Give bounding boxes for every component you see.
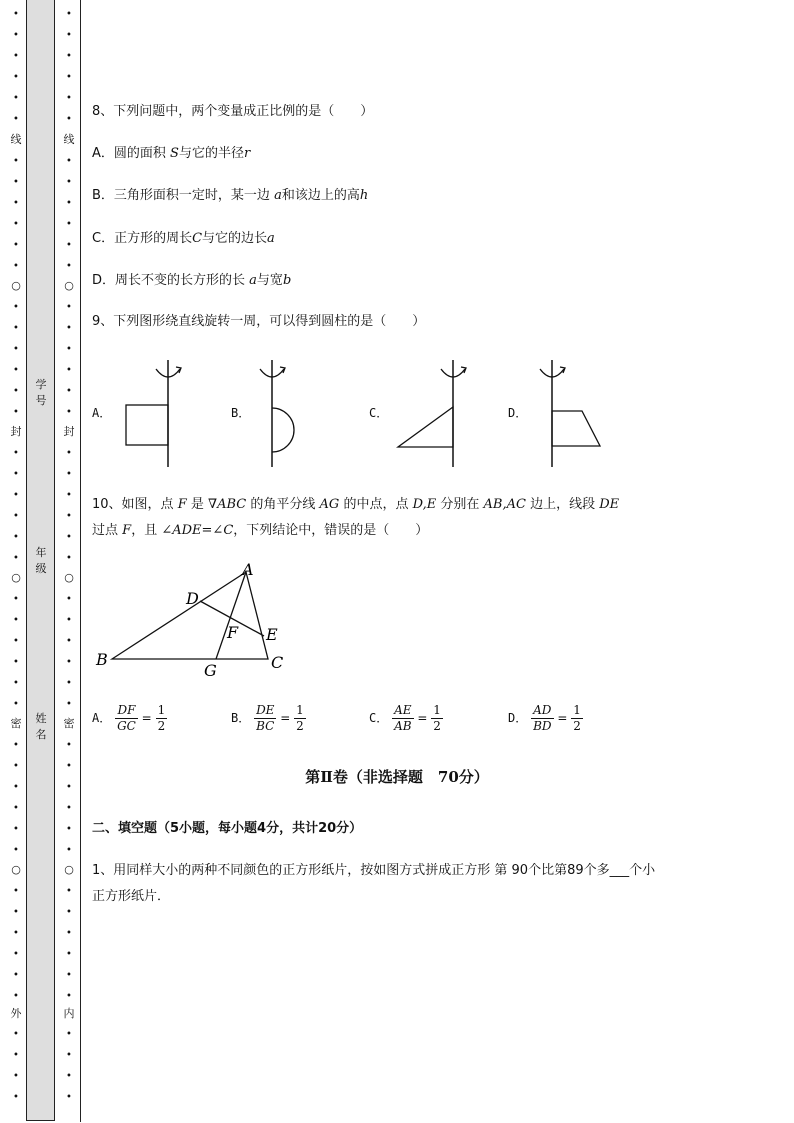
outer-mark-circle: ○ <box>11 279 21 292</box>
binding-border <box>80 0 81 1122</box>
q10-triangle-figure <box>92 558 302 683</box>
outer-dot-column: • • • • • • 线 • • • • • • ○ • • • • • • 封 • • • • • • ○ • • • • • • 密 • • • • • • ○ • • • • • • 外 • • • • <box>10 9 22 1103</box>
fill1-line2: 正方形纸片． <box>92 889 171 904</box>
label-grade: 年级 <box>35 546 47 575</box>
label-C: C <box>271 653 284 672</box>
q9-stem: 9、下列图形绕直线旋转一周，可以得到圆柱的是（ ） <box>92 314 426 329</box>
section-subtitle: 二、填空题（5小题，每小题4分，共计20分） <box>92 821 363 836</box>
inner-mark-circle: ○ <box>64 279 74 292</box>
inner-mark-nei: 内 <box>63 1007 75 1020</box>
q8-option-a: A．圆的面积 S与它的半径r <box>92 146 251 161</box>
label-E: E <box>266 625 278 644</box>
q9-label-c: C． <box>369 406 389 420</box>
fill1-line1: 1、用同样大小的两种不同颜色的正方形纸片，按如图方式拼成正方形 第 90个比第89个多___个小 <box>92 863 656 878</box>
outer-mark-xian: 线 <box>10 133 22 146</box>
q8-option-d: D．周长不变的长方形的长 a与宽b <box>92 273 292 288</box>
label-student-id: 学号 <box>35 378 47 407</box>
outer-mark-mi: 密 <box>10 717 22 730</box>
q9-figure-d <box>530 355 610 470</box>
label-F: F <box>227 623 239 642</box>
q9-figure-b <box>250 355 320 470</box>
q9-figure-a <box>120 355 190 470</box>
section-title: 第Ⅱ卷（非选择题 70分） <box>305 768 489 786</box>
outer-mark-circle: ○ <box>11 863 21 876</box>
outer-mark-circle: ○ <box>11 571 21 584</box>
label-name: 姓名 <box>35 712 47 741</box>
outer-mark-wai: 外 <box>10 1007 22 1020</box>
inner-dot-column: • • • • • • 线 • • • • • • ○ • • • • • • 封 • • • • • • ○ • • • • • • 密 • • • • • • ○ • • • • • • 内 • • • • <box>63 9 75 1103</box>
q10-line2: 过点 F，且 ∠ADE=∠C，下列结论中，错误的是（ ） <box>92 523 429 538</box>
q9-label-d: D． <box>508 406 528 420</box>
outer-mark-feng: 封 <box>10 425 22 438</box>
label-A: A <box>242 560 254 579</box>
q10-option-d: D． $\frac{AD}{BD}$ = $\frac{1}{2}$ <box>508 703 581 733</box>
q8-option-c: C．正方形的周长C与它的边长a <box>92 231 275 246</box>
q9-label-a: A． <box>92 406 112 420</box>
q8-stem: 8、下列问题中，两个变量成正比例的是（ ） <box>92 104 374 119</box>
q10-option-a: A． $\frac{DF}{GC}$ = $\frac{1}{2}$ <box>92 703 166 733</box>
q10-option-b: B． $\frac{DE}{BC}$ = $\frac{1}{2}$ <box>231 703 304 733</box>
inner-mark-xian: 线 <box>63 133 75 146</box>
binding-margin <box>0 0 82 1123</box>
inner-mark-feng: 封 <box>63 425 75 438</box>
q10-line1: 10、如图，点 F 是 ∇ABC 的角平分线 AG 的中点，点 D,E 分别在 AB,AC 边上，线段 DE <box>92 497 620 512</box>
label-G: G <box>204 661 217 680</box>
q10-option-c: C． $\frac{AE}{AB}$ = $\frac{1}{2}$ <box>369 703 441 733</box>
inner-mark-circle: ○ <box>64 571 74 584</box>
label-D: D <box>186 589 199 608</box>
q9-figure-c <box>390 355 470 470</box>
q9-label-b: B． <box>231 406 251 420</box>
label-B: B <box>96 650 108 669</box>
inner-mark-mi: 密 <box>63 717 75 730</box>
q8-option-b: B．三角形面积一定时，某一边 a和该边上的高h <box>92 188 369 203</box>
inner-mark-circle: ○ <box>64 863 74 876</box>
